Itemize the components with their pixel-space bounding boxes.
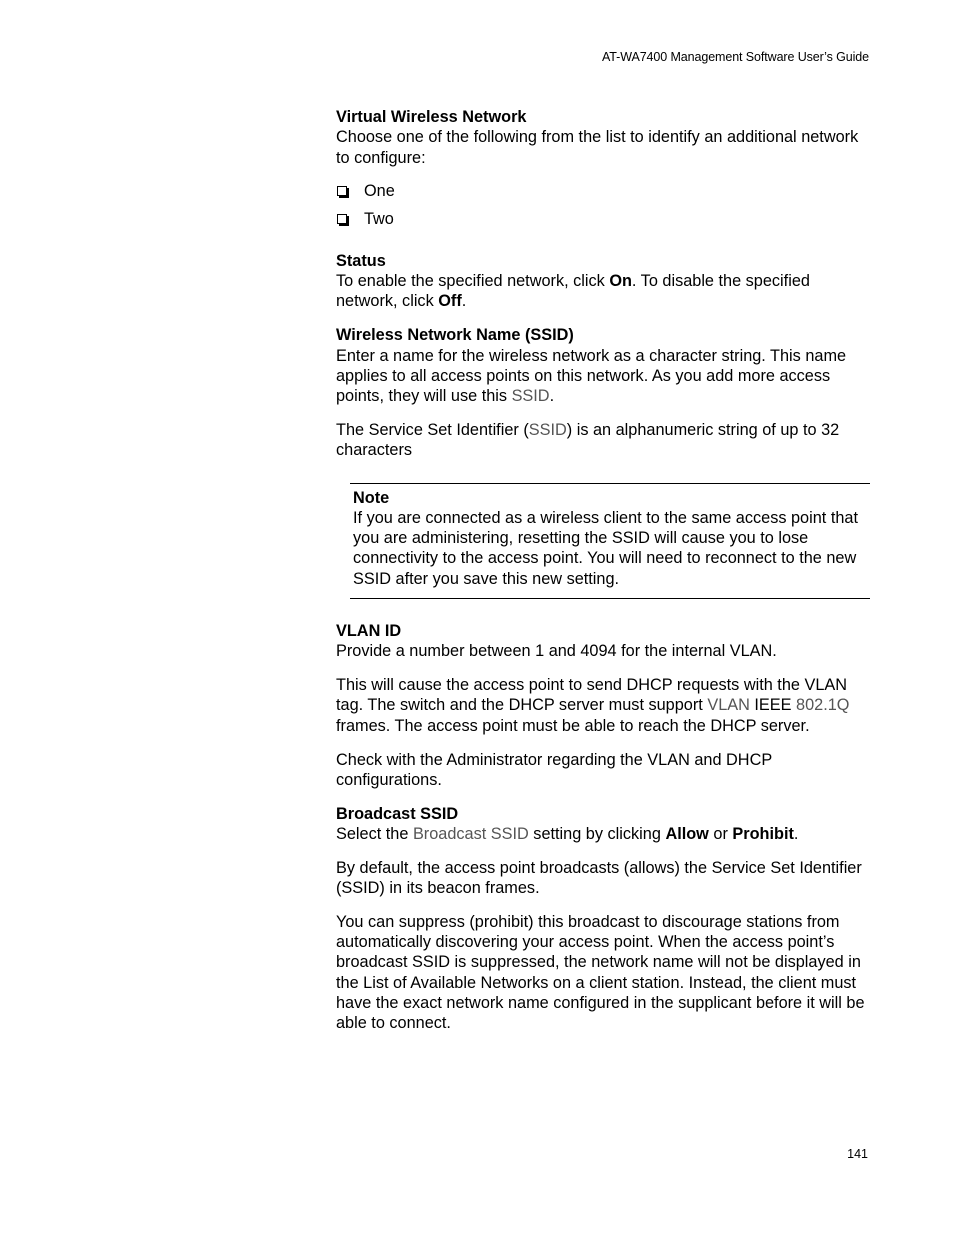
prohibit-label: Prohibit: [732, 824, 794, 843]
broadcast-ssid-link[interactable]: Broadcast SSID: [412, 824, 529, 843]
broadcast-text: setting by clicking: [528, 824, 666, 843]
note-box: [350, 483, 870, 599]
ssid-text: Enter a name for the wireless network as a character string. This name applies to all access points on this network. As you add more access points, they will use this: [336, 346, 847, 406]
ssid-definition: [336, 420, 870, 461]
vlan-text: This will cause the access point to send DHCP requests with the VLAN tag. The switch and the DHCP server must support: [336, 676, 847, 715]
option-label: One: [364, 182, 395, 201]
broadcast-text: .: [793, 824, 799, 843]
ssid-link[interactable]: SSID: [528, 420, 567, 439]
ssid-text: ) is an alphanumeric string of up to 32 characters: [336, 420, 840, 460]
running-header: AT-WA7400 Management Software User’s Guide: [602, 50, 869, 64]
broadcast-default-description: By default, the access point broadcasts (allows) the Service Set Identifier (SSID) in its beacon frames.: [336, 858, 862, 898]
section-title-virtual-wireless-network: Virtual Wireless Network: [336, 108, 527, 126]
status-text: .: [461, 292, 467, 311]
vlan-link[interactable]: VLAN: [707, 696, 750, 715]
network-options-list: [336, 181, 870, 237]
section-title-status: Status: [336, 251, 386, 270]
checkbox-bullet-icon: [337, 214, 347, 224]
vlan-description: Provide a number between 1 and 4094 for the internal VLAN.: [336, 642, 777, 661]
vlan-admin-note: Check with the Administrator regarding the VLAN and DHCP configurations.: [336, 750, 772, 789]
section-title-vlan-id: VLAN ID: [336, 622, 402, 641]
broadcast-text: Select the: [336, 824, 413, 843]
ssid-text: .: [549, 387, 555, 406]
broadcast-text: or: [708, 824, 733, 843]
on-label: On: [609, 272, 632, 291]
checkbox-bullet-icon: [337, 186, 347, 196]
allow-label: Allow: [665, 824, 709, 843]
note-body: If you are connected as a wireless client to the same access point that you are administering, resetting the SSID will cause you to lose connectivity to the access point. You will need to reconnect to the new SSID after you save this new setting.: [353, 508, 858, 588]
vlan-text: frames. The access point must be able to reach the DHCP server.: [336, 716, 810, 735]
virtual-wireless-network-description: Choose one of the following from the list to identify an additional network to configure:: [336, 128, 859, 167]
ieee-802-1q-link[interactable]: 802.1Q: [796, 696, 850, 715]
section-title-ssid: Wireless Network Name (SSID): [336, 326, 574, 345]
section-title-broadcast-ssid: Broadcast SSID: [336, 804, 459, 823]
off-label: Off: [438, 292, 462, 311]
broadcast-suppress-description: You can suppress (prohibit) this broadcast to discourage stations from automatically discovering your access point. When the access point’s broadcast SSID is suppressed, the network name will not be displayed in the List of Available Networks on a client station. Instead, the client must have the exact network name configured in the supplicant before it will be able to connect.: [336, 912, 865, 1033]
status-text: . To disable the specified network, click: [336, 272, 810, 311]
list-item: [336, 181, 870, 209]
page-number: 141: [847, 1147, 868, 1161]
ssid-text: The Service Set Identifier (: [336, 420, 529, 439]
vlan-text: IEEE: [749, 696, 797, 715]
page-content: [336, 107, 870, 1047]
vlan-dhcp-description: [336, 675, 870, 736]
broadcast-ssid-description: [336, 824, 870, 844]
status-description: [336, 271, 870, 312]
ssid-link[interactable]: SSID: [511, 387, 550, 406]
option-label: Two: [364, 210, 394, 229]
list-item: [336, 209, 870, 237]
ssid-description: [336, 346, 870, 407]
note-title: Note: [353, 488, 390, 507]
status-text: To enable the specified network, click: [336, 272, 610, 291]
